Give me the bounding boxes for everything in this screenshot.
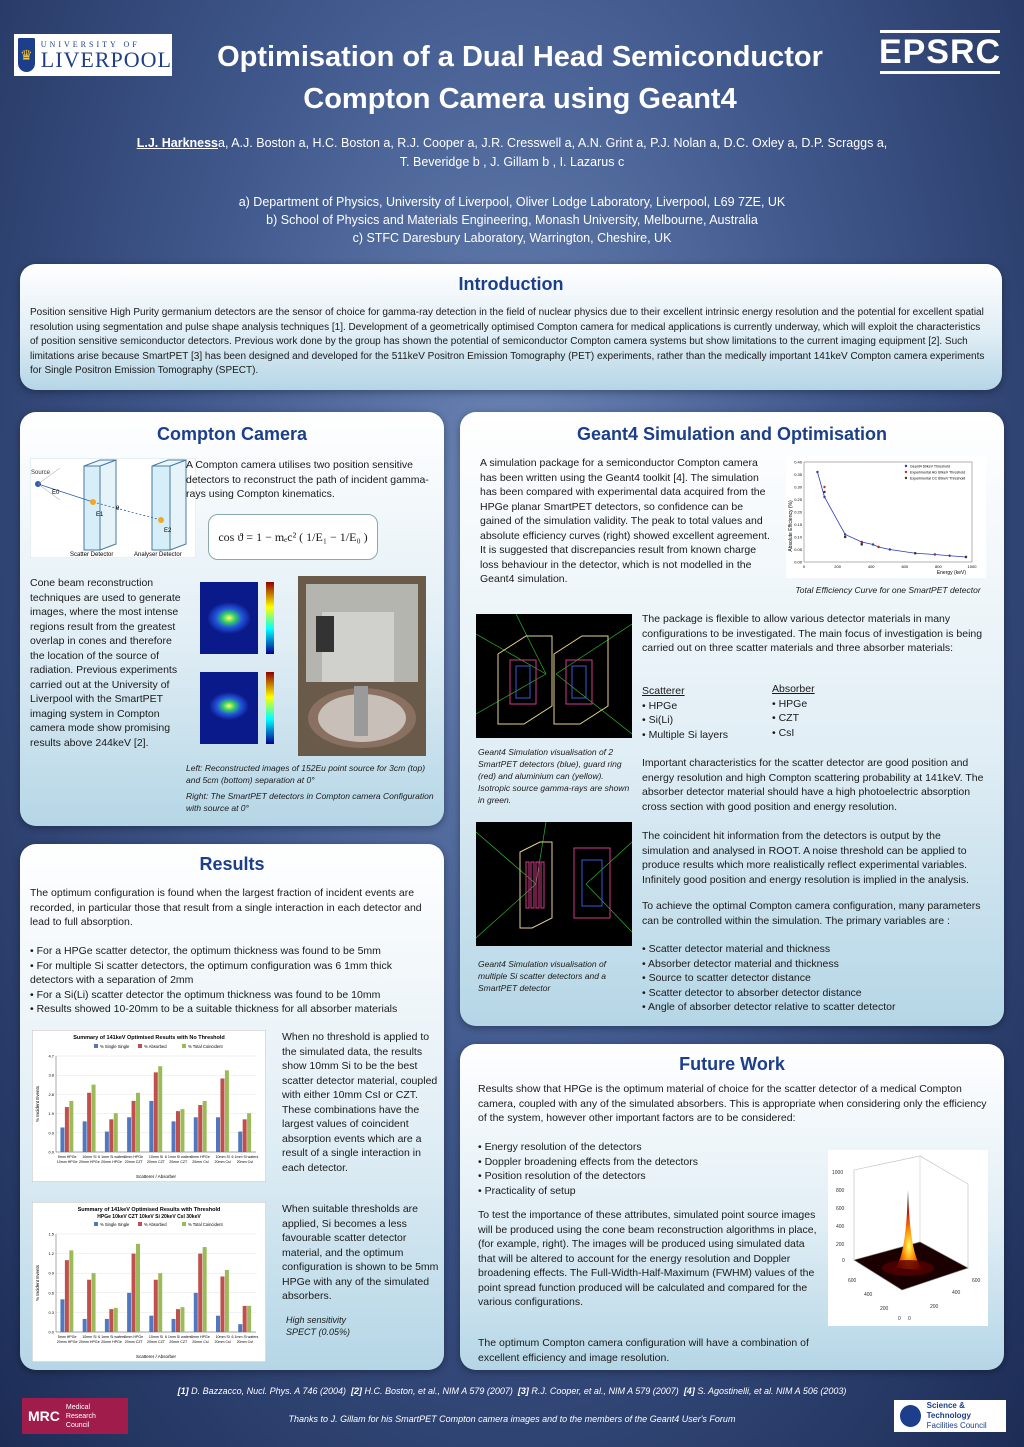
bar	[176, 1111, 180, 1152]
affiliation-a: a) Department of Physics, University of Liverpool, Oliver Lodge Laboratory, Liverpool, L69 7ZE, UK	[238, 195, 786, 209]
future-conclusion: The optimum Compton camera configuration will have a combination of excellent efficiency and image resolution.	[478, 1337, 809, 1364]
category-label: 20mm HPGe	[56, 1340, 78, 1344]
x-tick-label: 400	[867, 564, 875, 569]
bar	[136, 1093, 140, 1152]
surf-x-tick: 200	[880, 1306, 889, 1312]
parameter-list	[642, 942, 986, 1015]
surf-y-tick: 0	[908, 1316, 911, 1322]
affiliations	[40, 193, 984, 247]
introduction-body: Position sensitive High Purity germanium detectors are the sensor of choice for gamma-ray detection in the field of nuclear physics due to their excellent intrinsic energy resolution and the potential for excellent spatial resolution using segmentation and pulse shape analysis techniques [1]. Development of a geometrically optimised Compton camera for medical applications is currently underway, which will exploit the characteristics of position sensitive semiconductor detectors. Previous work done by the group has shown the potential of semiconductor Compton camera systems but show limitations to the current imaging equipment [2]. Such limitations arise because SmartPET [3] has been designed and developed for the 511keV Positron Emission Tomography (PET) experiments, rather than the medically important 141keV Compton camera experiments for Single Positron Emission Tomography (SPECT).	[30, 307, 985, 376]
y-tick-label: 0.35	[794, 472, 802, 477]
epsrc-logo: EPSRC	[880, 30, 1000, 74]
category-label: 10mm Si	[215, 1335, 230, 1339]
y-tick-label: 1.9	[48, 1111, 54, 1117]
y-tick-label: 0.40	[794, 459, 802, 465]
affiliation-c: c) STFC Daresbury Laboratory, Warrington, Cheshire, UK	[352, 231, 672, 245]
lead-author: L.J. Harkness	[136, 136, 219, 150]
category-label: 20mm HPGe	[101, 1340, 122, 1344]
future-heading: Future Work	[679, 1054, 785, 1074]
shield-icon: ♛	[18, 38, 35, 72]
bar	[149, 1316, 153, 1332]
results-bullet: • Results showed 10-20mm to be a suitable thickness for all absorber materials	[30, 1003, 398, 1015]
compton-equation: cos ϑ = 1 − mₑc² ( 1/E₁ − 1/E₀ )	[208, 514, 378, 560]
legend-label: % Total Coincident	[188, 1222, 223, 1227]
bar	[105, 1319, 109, 1332]
category-label: 10mm Si	[148, 1335, 164, 1339]
point-spread-surface-plot	[828, 1150, 988, 1326]
bar	[65, 1260, 69, 1332]
data-point	[823, 491, 825, 493]
diagram-e2: E2	[164, 528, 172, 534]
bar	[109, 1119, 113, 1152]
data-point	[823, 486, 825, 488]
category-label: 5mm HPGe	[124, 1335, 144, 1339]
category-label: 20mm HPGe	[78, 1160, 100, 1164]
bar	[225, 1070, 229, 1152]
acknowledgements: Thanks to J. Gillam for his SmartPET Compton camera images and to the members of the Geant4 User's Forum	[288, 1414, 736, 1424]
bar	[132, 1254, 136, 1332]
logo-main-text: LIVERPOOL	[40, 46, 172, 72]
data-point	[861, 543, 863, 545]
future-method: To test the importance of these attributes, simulated point source images will be produced using the cone beam reconstruction algorithms in place, (for example, right). The images will be produced using simulated data that will be altered to account for the energy resolution and Doppler broadening effects. The Full-Width-Half-Maximum (FWHM) values of the point spread function produced will be calculated and compared for the various configurations.	[478, 1209, 817, 1308]
vis1-caption: Geant4 Simulation visualisation of 2 SmartPET detectors (blue), guard ring (red) and aluminium can (yellow). Isotropic source gamma-rays are shown in green.	[478, 747, 630, 805]
bar	[247, 1306, 251, 1332]
caption-reconstructed: Left: Reconstructed images of 152Eu point source for 3cm (top) and 5cm (bottom) separation at 0°	[186, 763, 426, 785]
results-bullet: • For a Si(Li) scatter detector the optimum thickness was found to be 10mm	[30, 988, 381, 1001]
bar	[149, 1101, 153, 1152]
eff-x-label: Energy (keV)	[936, 570, 966, 576]
results-panel	[20, 844, 444, 1370]
diagram-e1: E1	[96, 512, 104, 518]
surf-z-tick: 800	[836, 1188, 845, 1194]
category-label: 20mm HPGe	[78, 1340, 100, 1344]
caption-smartpet: Right: The SmartPET detectors in Compton camera Configuration with source at 0°	[186, 791, 434, 813]
scatterer-list	[642, 684, 762, 742]
data-point	[948, 555, 950, 557]
bar	[198, 1105, 202, 1152]
bar	[220, 1078, 224, 1152]
y-tick-label: 0.25	[794, 497, 802, 502]
scatterer-item: • HPGe	[642, 699, 678, 712]
bar	[158, 1066, 162, 1152]
y-tick-label: 0.05	[794, 547, 802, 552]
authors-rest: a, A.J. Boston a, H.C. Boston a, R.J. Cooper a, J.R. Cresswell a, A.N. Grint a, P.J. Nolan a, D.C. Oxley a, D.P. Scraggs a,	[218, 136, 888, 150]
surf-x-tick: 600	[848, 1278, 857, 1284]
bar	[216, 1316, 220, 1332]
category-label: 20mm CZT	[124, 1160, 143, 1164]
compton-heading: Compton Camera	[156, 424, 308, 444]
y-tick-label: 0.20	[794, 509, 802, 515]
bar	[203, 1101, 207, 1152]
diagram-analyser-label: Analyser Detector	[134, 552, 182, 558]
data-point	[872, 543, 874, 545]
results-bullet: • For multiple Si scatter detectors, the optimum configuration was 6 1mm thick detectors with a separation of 2mm	[30, 959, 392, 986]
diagram-source-label: Source	[31, 470, 51, 476]
results-intro: The optimum configuration is found when the largest fraction of incident events are recorded, in particular those that result from a single interaction in each detector and lead to full absorption.	[30, 887, 422, 928]
y-tick-label: 0.0	[48, 1329, 54, 1335]
bar	[180, 1109, 184, 1152]
legend-label: % Single Single	[100, 1044, 130, 1049]
y-tick-label: 1.5	[48, 1231, 54, 1237]
introduction-heading: Introduction	[458, 274, 564, 294]
y-tick-label: 1.2	[48, 1251, 54, 1257]
future-bullets	[478, 1140, 818, 1198]
efficiency-caption: Total Efficiency Curve for one SmartPET detector	[795, 585, 981, 595]
x-tick-label: 0	[802, 564, 806, 569]
legend-marker	[905, 471, 907, 473]
legend-swatch	[182, 1044, 186, 1048]
surf-z-tick: 1000	[832, 1170, 844, 1176]
y-tick-label: 0.6	[48, 1290, 54, 1296]
category-label: 6 1mm Si wafers	[164, 1335, 192, 1339]
category-label: 20mm CZT	[147, 1340, 165, 1344]
bar	[65, 1107, 69, 1152]
results-bullet: • For a HPGe scatter detector, the optimum thickness was found to be 5mm	[30, 945, 381, 957]
bar	[154, 1280, 158, 1332]
authors-line-2: T. Beveridge b , J. Gillam b , I. Lazarus c	[399, 155, 625, 169]
x-axis-label: Scatterer / Absorber	[135, 1174, 177, 1179]
category-label: 10mm Si	[148, 1155, 164, 1159]
legend-marker	[905, 477, 907, 479]
category-label: 20mm HPGe	[101, 1160, 122, 1164]
y-tick-label: 0.00	[794, 559, 802, 565]
results-heading: Results	[199, 854, 265, 874]
legend-label: % Absorbed	[144, 1222, 167, 1227]
surf-z-tick: 200	[836, 1242, 845, 1248]
y-tick-label: 3.8	[48, 1072, 54, 1078]
future-bullet: • Doppler broadening effects from the detectors	[478, 1155, 699, 1168]
bar	[194, 1293, 198, 1332]
legend-swatch	[182, 1222, 186, 1226]
y-tick-label: 2.8	[48, 1091, 54, 1097]
chart-title: Summary of 141keV Optimised Results with No Threshold	[73, 1035, 225, 1041]
surf-x-tick: 0	[898, 1316, 901, 1322]
absorber-item: • CZT	[772, 712, 800, 724]
no-threshold-text: When no threshold is applied to the simulated data, the results show 10mm Si to be the best scatter detector material, coupled with either 10mm CsI or CZT. These combinations have the largest values of coincident absorption events which are a result of a single interaction in each detector.	[282, 1031, 438, 1174]
bar	[238, 1324, 242, 1332]
geant4-visualisation-1	[476, 614, 632, 738]
compton-diagram	[30, 458, 196, 558]
x-tick-label: 800	[935, 564, 942, 569]
data-point	[934, 553, 936, 555]
category-label: 6 1mm Si wafers	[98, 1335, 125, 1339]
future-intro: Results show that HPGe is the optimum material of choice for the scatter detector of a medical Compton camera, coupled with any of the simulated absorbers. This is appropriate when considering only the efficiency of the system, however other important factors are to be considered:	[478, 1083, 987, 1124]
compton-intro: A Compton camera utilises two position sensitive detectors to reconstruct the path of incident gamma-rays using Compton kinematics.	[186, 459, 429, 500]
introduction-panel	[20, 264, 1002, 390]
future-work-panel	[460, 1044, 1004, 1370]
bar	[172, 1121, 176, 1152]
y-tick-label: 0.9	[48, 1270, 54, 1276]
bar	[114, 1113, 118, 1152]
data-point	[844, 533, 846, 535]
surf-y-tick: 600	[972, 1278, 981, 1284]
reconstructed-images	[186, 576, 292, 756]
legend-label: Geant4 60keV Threshold	[910, 464, 950, 469]
parameter-item: • Source to scatter detector distance	[642, 972, 811, 984]
bar	[83, 1121, 87, 1152]
category-label: 5mm HPGe	[57, 1155, 77, 1159]
compton-camera-panel	[20, 412, 444, 826]
y-tick-label: 0.15	[794, 522, 802, 527]
category-label: 10mm Si	[82, 1155, 97, 1159]
image-bottom-blob	[209, 692, 249, 720]
logo-top-text: UNIVERSITY OF	[40, 39, 140, 49]
category-label: 20mm CZT	[124, 1340, 143, 1344]
bar	[136, 1244, 140, 1332]
bar	[69, 1101, 73, 1152]
surf-z-tick: 400	[836, 1224, 845, 1230]
legend-label: Experimental AG 60keV Threshold	[910, 470, 966, 475]
legend-label: % Single Single	[100, 1222, 130, 1227]
parameter-item: • Angle of absorber detector relative to scatter detector	[642, 1001, 896, 1013]
category-label: 20mm CZT	[169, 1340, 188, 1344]
cone-beam-text: Cone beam reconstruction techniques are used to generate images, where the most intense regions result from the greatest overlap in cones and therefore the location of the source of radiation. Previous experiments carried out at the University of Liverpool with the SmartPET imaging system in Compton camera mode show promising results above 244keV [2].	[30, 577, 181, 749]
category-label: 20mm CsI	[236, 1340, 254, 1344]
diagram-theta: θ	[116, 506, 120, 512]
category-label: 6 1mm Si wafers	[231, 1335, 259, 1339]
bar	[194, 1117, 198, 1152]
bar	[176, 1309, 180, 1332]
data-point	[965, 556, 967, 558]
category-label: 5mm HPGe	[191, 1335, 210, 1339]
legend-label: Experimental CC 60keV Threshold	[910, 476, 966, 481]
mrc-logo: MRC Medical Research Council	[22, 1398, 128, 1434]
bar	[225, 1270, 229, 1332]
x-tick-label: 200	[834, 564, 841, 569]
category-label: 10mm Si	[215, 1155, 230, 1159]
bar	[83, 1319, 87, 1332]
absorb-point	[158, 517, 164, 523]
geant4-visualisation-2	[476, 822, 632, 946]
data-point	[823, 496, 825, 498]
efficiency-chart	[786, 456, 986, 578]
surf-y-tick: 400	[952, 1290, 961, 1296]
bar	[198, 1254, 202, 1332]
chart-subtitle: HPGe 10keV CZT 10keV Si 20keV CsI 30keV	[97, 1214, 201, 1220]
chart-title: Summary of 141keV Optimised Results with Threshold	[77, 1207, 221, 1213]
image-top-blob	[207, 602, 251, 634]
legend-label: % Absorbed	[144, 1044, 167, 1049]
bar	[60, 1127, 64, 1152]
bar	[158, 1273, 162, 1332]
y-axis-label: % Incident Events	[35, 1264, 40, 1302]
y-tick-label: 0.0	[48, 1149, 54, 1155]
geant4-materials-text: The package is flexible to allow various detector materials in many configurations to be investigated. The main focus of investigation is being carried out on three scatter materials and three absorber materials:	[642, 613, 983, 654]
y-tick-label: 0.3	[48, 1309, 54, 1315]
bar	[127, 1293, 131, 1332]
data-point	[877, 546, 879, 548]
y-tick-label: 4.7	[48, 1053, 54, 1059]
title-line-2: Compton Camera using Geant4	[303, 83, 737, 115]
bar	[87, 1093, 91, 1152]
bar	[203, 1247, 207, 1332]
bar	[105, 1132, 109, 1152]
author-list	[40, 134, 984, 172]
stfc-icon	[900, 1405, 921, 1427]
category-label: 6 1mm Si wafers	[98, 1155, 125, 1159]
affiliation-b: b) School of Physics and Materials Engineering, Monash University, Melbourne, Australia	[266, 213, 758, 227]
data-point	[844, 536, 846, 538]
bar	[87, 1280, 91, 1332]
bar	[109, 1309, 113, 1332]
scatterer-item: • Multiple Si layers	[642, 728, 728, 741]
legend-label: % Total Coincident	[188, 1044, 223, 1049]
bar	[243, 1119, 247, 1152]
geant4-root-text: The coincident hit information from the detectors is output by the simulation and analysed in ROOT. A noise threshold can be applied to produce results which more realistically reflect experimental variables. Infinitely good position and energy resolution is implied in the analysis.	[642, 830, 969, 886]
eff-y-label: Absolute Efficiency (%)	[788, 500, 794, 552]
future-bullet: • Position resolution of the detectors	[478, 1170, 646, 1182]
title-line-1: Optimisation of a Dual Head Semiconductor	[217, 41, 823, 73]
category-label: 10mm Si	[82, 1335, 97, 1339]
diagram-scatter-label: Scatter Detector	[70, 552, 114, 558]
future-bullet: • Energy resolution of the detectors	[478, 1141, 642, 1153]
geant4-parameters-text: To achieve the optimal Compton camera configuration, many parameters can be controlled within the simulation. The primary variables are :	[642, 900, 981, 927]
bar	[69, 1250, 73, 1332]
absorber-item: • HPGe	[772, 697, 808, 710]
y-tick-label: 0.10	[794, 534, 802, 540]
results-bullets	[30, 944, 434, 1017]
category-label: 6 1mm Si wafers	[164, 1155, 192, 1159]
scatterer-title: Scatterer	[642, 685, 685, 697]
category-label: 5mm HPGe	[124, 1155, 144, 1159]
future-bullet: • Practicality of setup	[478, 1184, 576, 1197]
legend-marker	[905, 465, 907, 467]
bar	[114, 1308, 118, 1332]
bar	[172, 1319, 176, 1332]
smartpet-photo	[298, 576, 426, 756]
category-label: 20mm CZT	[169, 1160, 188, 1164]
y-axis-label: % Incident Events	[35, 1085, 40, 1123]
data-point	[889, 548, 891, 550]
bar	[220, 1276, 224, 1332]
surf-z-tick: 0	[842, 1258, 845, 1264]
bar	[132, 1101, 136, 1152]
y-tick-label: 0.9	[48, 1130, 54, 1136]
bar	[216, 1117, 220, 1152]
parameter-item: • Scatter detector to absorber detector distance	[642, 986, 862, 999]
category-label: 5mm HPGe	[57, 1335, 77, 1339]
bar	[247, 1113, 251, 1152]
y-tick-label: 0.30	[794, 484, 802, 490]
geant4-characteristics-text: Important characteristics for the scatter detector are good position and energy resolution and high Compton scattering probability at 141keV. The absorber detector material should have a high photoelectric absorption cross section with good position and energy resolution.	[642, 757, 984, 813]
vis2-caption: Geant4 Simulation visualisation of multiple Si scatter detectors and a SmartPET detector	[478, 959, 607, 993]
category-label: 20mm CsI	[214, 1160, 231, 1164]
category-label: 20mm CsI	[236, 1160, 254, 1164]
absorber-title: Absorber	[772, 683, 815, 695]
threshold-text: When suitable thresholds are applied, Si becomes a less favourable scatter detector material, and the optimum configuration is shown to be 5mm HPGe with any of the simulated absorbers.	[282, 1203, 439, 1302]
surf-x-tick: 400	[864, 1292, 873, 1298]
category-label: 5mm HPGe	[191, 1155, 210, 1159]
legend-swatch	[94, 1222, 98, 1226]
absorber-list	[772, 682, 892, 740]
geant4-heading: Geant4 Simulation and Optimisation	[576, 424, 888, 444]
bar	[92, 1273, 96, 1332]
poster-title	[170, 36, 870, 120]
geant4-panel	[460, 412, 1004, 1026]
geant4-intro-text: A simulation package for a semiconductor Compton camera has been written using the Geant4 toolkit [4]. The simulation has been compared with experimental data acquired from the HPGe planar SmartPET detectors, so confidence can be gained of the simulation validity. The peak to total values and absolute efficiency curves (right) showed excellent agreement. It is suggested that discrepancies result from known charge loss behaviour in the detector, which is not modelled in the Geant4 simulation.	[480, 457, 770, 585]
data-point	[816, 471, 818, 473]
x-tick-label: 600	[901, 564, 909, 569]
bar	[92, 1085, 96, 1152]
legend-swatch	[138, 1222, 142, 1226]
bar	[238, 1132, 242, 1152]
category-label: 6 1mm Si wafers	[231, 1155, 259, 1159]
surf-y-tick: 200	[930, 1304, 939, 1310]
parameter-item: • Absorber detector material and thickness	[642, 957, 839, 970]
bar	[127, 1117, 131, 1152]
absorber-item: • CsI	[772, 726, 795, 739]
surf-z-tick: 600	[836, 1206, 845, 1212]
scatterer-item: • Si(Li)	[642, 714, 674, 726]
references: [1] D. Bazzacco, Nucl. Phys. A 746 (2004) [2] H.C. Boston, et al., NIM A 579 (2007) [3] R.J. Cooper, et al., NIM A 579 (2007) [4] S. Agostinelli, et al. NIM A 506 (2003)	[177, 1386, 847, 1396]
category-label: 20mm CsI	[192, 1160, 209, 1164]
results-chart-threshold	[32, 1202, 266, 1362]
scatter-point	[90, 499, 96, 505]
bar	[243, 1306, 247, 1332]
category-label: 20mm CsI	[192, 1340, 209, 1344]
category-label: 20mm CsI	[214, 1340, 231, 1344]
bar	[60, 1299, 64, 1332]
diagram-e0: E0	[52, 490, 60, 496]
stfc-logo: Science & Technology Facilities Council	[894, 1400, 1006, 1432]
x-axis-label: Scatterer / Absorber	[135, 1354, 177, 1359]
results-chart-no-threshold	[32, 1030, 266, 1182]
category-label: 20mm CZT	[147, 1160, 165, 1164]
category-label: 10mm HPGe	[56, 1160, 78, 1164]
high-sensitivity-note: High sensitivity SPECT (0.05%)	[286, 1315, 351, 1337]
bar	[180, 1307, 184, 1332]
parameter-item: • Scatter detector material and thickness	[642, 943, 831, 955]
legend-swatch	[94, 1044, 98, 1048]
data-point	[914, 552, 916, 554]
legend-swatch	[138, 1044, 142, 1048]
university-logo	[14, 34, 172, 76]
bar	[154, 1072, 158, 1152]
x-tick-label: 1000	[967, 564, 977, 569]
